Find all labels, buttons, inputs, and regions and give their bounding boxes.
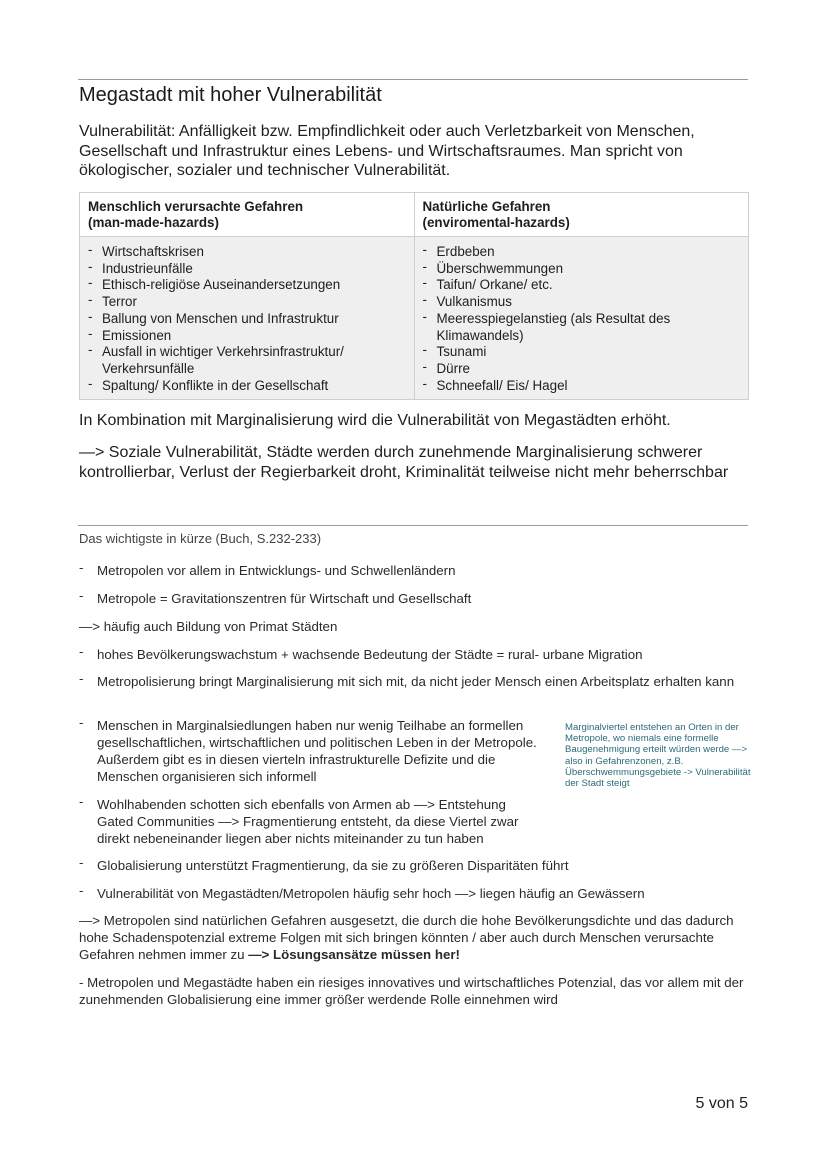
col2-header [414, 193, 749, 237]
list-item: - Taifun/ Orkane/ etc. [423, 277, 741, 294]
note-paragraph-text: —> Metropolen sind natürlichen Gefahren ausgesetzt, die durch die hohe Bevölkerungsdichte und das dadurch hohe Schadenspotenzial extreme Folgen mit sich bringen könnten / aber auch durch Menschen verursachte Gefahren nehmen immer zu [79, 913, 734, 962]
hazards-table [79, 192, 749, 400]
side-note: Marginalviertel entstehen an Orten in der Metropole, wo niemals eine formelle Baugenehmigung erteilt würden werde —> also in Gefahrenzonen, z.B. Überschwemmungsgebiete -> Vulnerabilität der Stadt steigt [565, 722, 751, 790]
note-paragraph [79, 912, 749, 963]
note-item: - Wohlhabenden schotten sich ebenfalls von Armen ab —> Entstehung Gated Communities —> Fragmentierung entsteht, da diese Viertel zwar direkt nebeneinander liegen aber nichts miteinander zu tun haben [79, 796, 537, 847]
environmental-list [423, 244, 741, 394]
note-item: - Globalisierung unterstützt Fragmentierung, da sie zu größeren Disparitäten führt [79, 857, 749, 874]
list-item: - Meeresspiegelanstieg (als Resultat des Klimawandels) [423, 311, 741, 344]
col2-subtitle: (enviromental-hazards) [422, 215, 570, 230]
list-item: - Schneefall/ Eis/ Hagel [423, 378, 741, 395]
list-item: - Wirtschaftskrisen [88, 244, 406, 261]
section-subheading: Das wichtigste in kürze (Buch, S.232-233) [79, 531, 322, 546]
page-number: 5 von 5 [695, 1095, 748, 1112]
list-item: - Dürre [423, 361, 741, 378]
col1-header [80, 193, 415, 237]
list-item: - Ausfall in wichtiger Verkehrsinfrastruktur/ Verkehrsunfälle [88, 344, 406, 377]
note-item: - Metropolisierung bringt Marginalisierung mit sich mit, da nicht jeder Mensch einen Arbeitsplatz erhalten kann [79, 673, 749, 690]
note-item: —> häufig auch Bildung von Primat Städten [79, 619, 338, 634]
man-made-list [88, 244, 406, 394]
section-rule [78, 525, 748, 526]
list-item: - Tsunami [423, 344, 741, 361]
col1-title: Menschlich verursachte Gefahren [88, 199, 304, 214]
col2-title: Natürliche Gefahren [422, 199, 551, 214]
col1-subtitle: (man-made-hazards) [88, 215, 219, 230]
list-item: - Ballung von Menschen und Infrastruktur [88, 311, 406, 328]
page-heading: Megastadt mit hoher Vulnerabilität [79, 84, 382, 106]
combination-paragraph: In Kombination mit Marginalisierung wird die Vulnerabilität von Megastädten erhöht. [79, 412, 671, 429]
list-item: - Terror [88, 294, 406, 311]
list-item: - Überschwemmungen [423, 261, 741, 278]
note-item: - Metropole = Gravitationszentren für Wirtschaft und Gesellschaft [79, 590, 749, 607]
list-item: - Vulkanismus [423, 294, 741, 311]
note-item: - Vulnerabilität von Megastädten/Metropolen häufig sehr hoch —> liegen häufig an Gewässern [79, 885, 749, 902]
social-vulnerability-paragraph: —> Soziale Vulnerabilität, Städte werden durch zunehmende Marginalisierung schwerer kontrollierbar, Verlust der Regierbarkeit droht, Kriminalität teilweise nicht mehr beherrschbar [79, 444, 729, 481]
note-item: - Metropolen vor allem in Entwicklungs- und Schwellenländern [79, 562, 749, 579]
list-item: - Erdbeben [423, 244, 741, 261]
list-item: - Emissionen [88, 328, 406, 345]
top-rule [78, 79, 748, 80]
note-item: - Menschen in Marginalsiedlungen haben nur wenig Teilhabe an formellen gesellschaftlichen, wirtschaftlichen und politischen Leben in der Metropole. Außerdem gibt es in diesen vierteln infrastrukturelle Defizite und die Menschen organisieren sich informell [79, 717, 537, 785]
note-paragraph: - Metropolen und Megastädte haben ein riesiges innovatives und wirtschaftliches Potenzial, das vor allem mit der zunehmenden Globalisierung eine immer größer werdende Rolle einnehmen wird [79, 975, 744, 1007]
col2-cell [414, 237, 749, 400]
list-item: - Industrieunfälle [88, 261, 406, 278]
intro-paragraph: Vulnerabilität: Anfälligkeit bzw. Empfindlichkeit oder auch Verletzbarkeit von Menschen, Gesellschaft und Infrastruktur eines Lebens- und Wirtschaftsraumes. Man spricht von ökologischer, sozialer und technischer Vulnerabilität. [79, 123, 695, 179]
list-item: - Spaltung/ Konflikte in der Gesellschaft [88, 378, 406, 395]
note-paragraph-bold: —> Lösungsansätze müssen her! [248, 947, 460, 962]
col1-cell [80, 237, 415, 400]
list-item: - Ethisch-religiöse Auseinandersetzungen [88, 277, 406, 294]
note-item: - hohes Bevölkerungswachstum + wachsende Bedeutung der Städte = rural- urbane Migration [79, 646, 749, 663]
